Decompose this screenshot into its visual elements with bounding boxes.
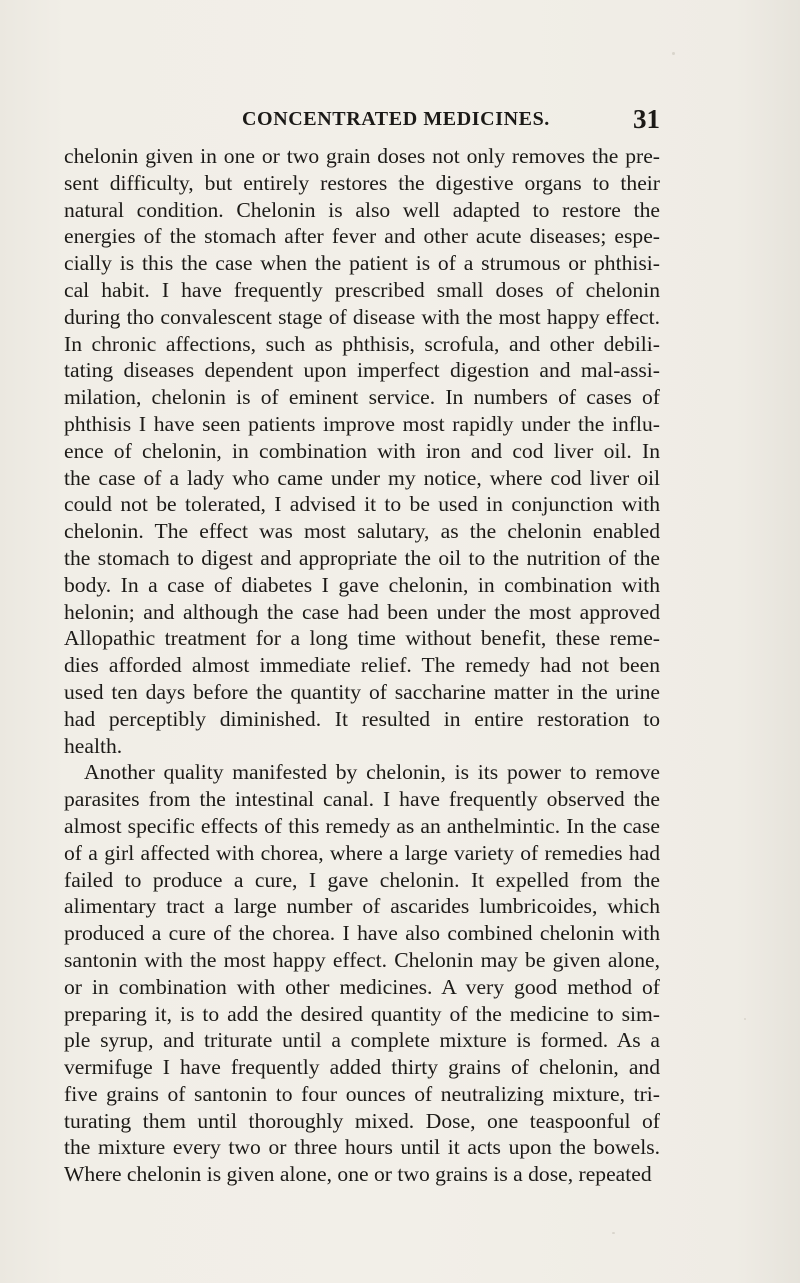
running-title: CONCENTRATED MEDICINES. (242, 108, 550, 130)
text-line: phthisis I have seen patients improve most rapidly under the influ- (64, 411, 660, 436)
body-text (64, 143, 660, 1188)
text-line: cal habit. I have frequently prescribed small doses of chelonin (64, 277, 660, 302)
text-line: failed to produce a cure, I gave chelonin. It expelled from the (64, 867, 660, 892)
text-line: five grains of santonin to four ounces of neutralizing mixture, tri- (64, 1081, 660, 1106)
text-line: tating diseases dependent upon imperfect digestion and mal-assi- (64, 358, 660, 383)
text-line: ence of chelonin, in combination with iron and cod liver oil. In (64, 438, 660, 463)
text-line: during tho convalescent stage of disease with the most happy effect. (64, 304, 660, 329)
text-line: parasites from the intestinal canal. I have frequently observed the (64, 787, 660, 812)
text-line: santonin with the most happy effect. Chelonin may be given alone, (64, 947, 660, 972)
text-line: the stomach to digest and appropriate the oil to the nutrition of the (64, 545, 660, 570)
text-line: produced a cure of the chorea. I have also combined chelonin with (64, 921, 660, 946)
text-line: or in combination with other medicines. A very good method of (64, 974, 660, 999)
page-number: 31 (633, 104, 660, 134)
text-line: Where chelonin is given alone, one or two grains is a dose, repeated (64, 1162, 652, 1187)
text-line: cially is this the case when the patient is of a strumous or phthisi- (64, 251, 660, 276)
text-line: In chronic affections, such as phthisis, scrofula, and other debili- (64, 331, 660, 356)
paper-fleck (672, 52, 675, 55)
text-line: sent difficulty, but entirely restores the digestive organs to their (64, 170, 660, 195)
paper-fleck (612, 1232, 615, 1234)
text-line: alimentary tract a large number of ascarides lumbricoides, which (64, 894, 660, 919)
text-line: dies afforded almost immediate relief. The remedy had not been (64, 653, 660, 678)
text-line: had perceptibly diminished. It resulted in entire restoration to (64, 706, 660, 731)
paragraph-first-line: Another quality manifested by chelonin, is its power to remove (84, 760, 660, 785)
text-line: Allopathic treatment for a long time without benefit, these reme- (64, 626, 660, 651)
text-line: the case of a lady who came under my notice, where cod liver oil (64, 465, 660, 490)
text-line: almost specific effects of this remedy as an anthelmintic. In the case (64, 813, 660, 838)
text-line: used ten days before the quantity of saccharine matter in the urine (64, 679, 660, 704)
text-line: preparing it, is to add the desired quantity of the medicine to sim- (64, 1001, 660, 1026)
text-line: chelonin. The effect was most salutary, as the chelonin enabled (64, 519, 660, 544)
paper-fleck (744, 1018, 746, 1020)
text-line: milation, chelonin is of eminent service. In numbers of cases of (64, 385, 660, 410)
text-line: of a girl affected with chorea, where a large variety of remedies had (64, 840, 660, 865)
text-line: energies of the stomach after fever and other acute diseases; espe- (64, 224, 660, 249)
paragraph-end-line: health. (64, 733, 123, 758)
running-head (64, 104, 660, 134)
text-line: the mixture every two or three hours until it acts upon the bowels. (64, 1135, 660, 1160)
text-line: vermifuge I have frequently added thirty grains of chelonin, and (64, 1055, 660, 1080)
text-line: chelonin given in one or two grain doses not only removes the pre- (64, 144, 660, 168)
text-line: helonin; and although the case had been under the most approved (64, 599, 660, 624)
text-line: natural condition. Chelonin is also well adapted to restore the (64, 197, 660, 222)
text-line: could not be tolerated, I advised it to be used in conjunction with (64, 492, 660, 517)
text-line: body. In a case of diabetes I gave chelonin, in combination with (64, 572, 660, 597)
text-line: turating them until thoroughly mixed. Dose, one teaspoonful of (64, 1108, 660, 1133)
text-line: ple syrup, and triturate until a complete mixture is formed. As a (64, 1028, 660, 1053)
